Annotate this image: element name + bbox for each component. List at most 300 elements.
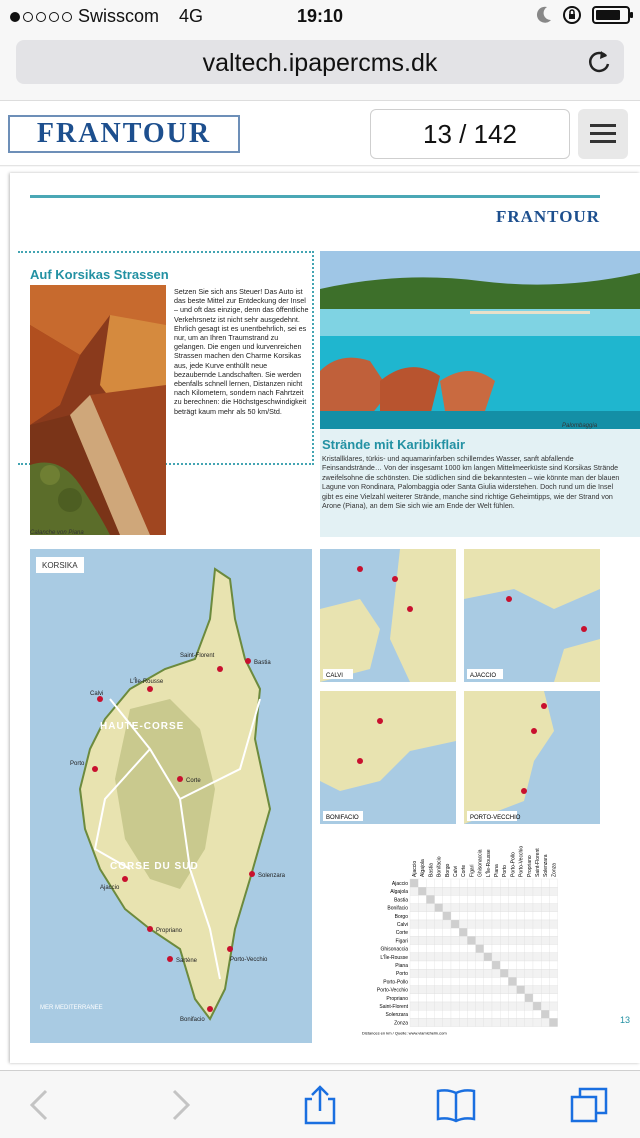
table-cell: [525, 986, 533, 994]
table-col-label: Propriano: [526, 855, 533, 877]
beach-title: Strände mit Karibikflair: [322, 437, 466, 452]
table-cell: [525, 1002, 533, 1010]
table-cell: [443, 920, 451, 928]
tabs-icon[interactable]: [568, 1083, 612, 1127]
table-cell: [410, 895, 418, 903]
table-cell: [492, 936, 500, 944]
table-cell: [418, 945, 426, 953]
table-cell: [533, 945, 541, 953]
table-cell: [467, 912, 475, 920]
table-row-label: Porto-Pollo: [383, 979, 408, 986]
table-cell: [467, 994, 475, 1002]
table-cell: [492, 920, 500, 928]
table-cell: [459, 969, 467, 977]
table-cell: [492, 928, 500, 936]
table-cell: [492, 953, 500, 961]
table-col-label: Ghisonaccia: [477, 849, 484, 877]
table-cell: [467, 1010, 475, 1018]
table-cell: [410, 904, 418, 912]
table-cell: [426, 920, 434, 928]
table-cell: [476, 1002, 484, 1010]
table-cell: [476, 986, 484, 994]
table-cell: [525, 969, 533, 977]
table-cell: [541, 994, 549, 1002]
table-cell: [451, 1018, 459, 1026]
table-cell: [418, 1002, 426, 1010]
table-col-label: Porto-Pollo: [510, 852, 517, 877]
table-cell: [533, 1018, 541, 1026]
table-cell: [525, 994, 533, 1002]
table-cell: [500, 904, 508, 912]
table-col-label: Corte: [461, 864, 468, 877]
table-cell: [467, 1002, 475, 1010]
table-cell: [459, 1002, 467, 1010]
table-cell: [418, 977, 426, 985]
table-cell: [533, 961, 541, 969]
table-cell: [418, 969, 426, 977]
table-row-label: Figari: [395, 938, 408, 945]
inset-label: CALVI: [326, 673, 343, 679]
table-cell: [467, 887, 475, 895]
table-cell: [541, 887, 549, 895]
city-label: Bastia: [254, 660, 271, 666]
table-cell: [443, 879, 451, 887]
table-cell: [492, 879, 500, 887]
table-cell: [467, 879, 475, 887]
table-cell: [500, 887, 508, 895]
table-cell: [443, 895, 451, 903]
table-cell: [459, 977, 467, 985]
table-cell: [492, 895, 500, 903]
table-cell: [467, 920, 475, 928]
table-cell: [541, 920, 549, 928]
table-cell: [418, 936, 426, 944]
city-label: Propriano: [156, 928, 183, 934]
table-cell: [500, 969, 508, 977]
city-label: Calvi: [90, 691, 104, 697]
table-cell: [541, 977, 549, 985]
table-cell: [517, 912, 525, 920]
table-row-label: L'Île-Rousse: [380, 954, 408, 961]
table-cell: [476, 887, 484, 895]
table-cell: [541, 912, 549, 920]
table-cell: [451, 928, 459, 936]
table-col-label: Bastia: [428, 863, 435, 877]
logo-text: FRANTOUR: [36, 118, 212, 149]
table-cell: [476, 953, 484, 961]
table-cell: [459, 904, 467, 912]
table-cell: [525, 879, 533, 887]
table-cell: [517, 928, 525, 936]
reload-icon[interactable]: [586, 48, 612, 76]
city-label: Porto: [70, 761, 85, 767]
table-cell: [500, 920, 508, 928]
table-cell: [508, 1002, 516, 1010]
table-cell: [500, 912, 508, 920]
table-cell: [484, 945, 492, 953]
table-cell: [492, 1018, 500, 1026]
table-row-label: Zonza: [394, 1020, 408, 1027]
table-col-label: Solenzara: [543, 854, 550, 877]
table-cell: [418, 920, 426, 928]
battery-icon: [592, 6, 630, 24]
table-cell: [459, 887, 467, 895]
table-cell: [426, 986, 434, 994]
table-cell: [517, 945, 525, 953]
city-label: Bonifacio: [180, 1017, 205, 1023]
table-cell: [467, 904, 475, 912]
table-cell: [508, 1018, 516, 1026]
table-cell: [517, 953, 525, 961]
table-cell: [525, 977, 533, 985]
table-cell: [426, 945, 434, 953]
table-cell: [549, 994, 557, 1002]
table-cell: [508, 895, 516, 903]
table-cell: [508, 928, 516, 936]
menu-button[interactable]: [578, 109, 628, 159]
frantour-logo[interactable]: [8, 115, 240, 153]
table-cell: [459, 986, 467, 994]
table-cell: [517, 887, 525, 895]
table-cell: [517, 895, 525, 903]
table-cell: [467, 895, 475, 903]
table-cell: [426, 961, 434, 969]
table-cell: [549, 1010, 557, 1018]
status-bar: [0, 0, 640, 32]
beach-text-box: [320, 429, 640, 537]
table-cell: [451, 920, 459, 928]
table-cell: [533, 928, 541, 936]
table-cell: [435, 994, 443, 1002]
table-cell: [533, 1010, 541, 1018]
table-cell: [500, 953, 508, 961]
table-cell: [443, 936, 451, 944]
table-cell: [541, 961, 549, 969]
back-icon[interactable]: [18, 1083, 62, 1127]
table-cell: [467, 986, 475, 994]
forward-icon[interactable]: [158, 1083, 202, 1127]
table-cell: [500, 936, 508, 944]
table-cell: [435, 969, 443, 977]
table-cell: [426, 1018, 434, 1026]
table-cell: [492, 969, 500, 977]
city-label: Saint-Florent: [180, 653, 215, 659]
table-cell: [418, 953, 426, 961]
table-cell: [533, 920, 541, 928]
table-cell: [426, 994, 434, 1002]
table-cell: [459, 1010, 467, 1018]
table-cell: [476, 895, 484, 903]
table-cell: [443, 994, 451, 1002]
table-cell: [426, 928, 434, 936]
table-cell: [467, 1018, 475, 1026]
table-cell: [492, 1002, 500, 1010]
table-cell: [492, 945, 500, 953]
address-bar[interactable]: [16, 40, 624, 84]
table-cell: [541, 904, 549, 912]
table-cell: [492, 887, 500, 895]
region-south-label: CORSE DU SUD: [110, 861, 199, 872]
table-col-label: Saint-Florent: [535, 848, 541, 877]
inset-map-bonifacio: [320, 691, 456, 824]
browser-toolbar: [0, 1070, 640, 1138]
table-cell: [533, 986, 541, 994]
table-cell: [508, 904, 516, 912]
page-logo: FRANTOUR: [495, 207, 600, 226]
table-cell: [484, 936, 492, 944]
table-cell: [500, 879, 508, 887]
table-cell: [484, 994, 492, 1002]
table-cell: [443, 961, 451, 969]
table-cell: [459, 994, 467, 1002]
bookmarks-icon[interactable]: [434, 1083, 478, 1127]
table-cell: [525, 904, 533, 912]
table-cell: [443, 986, 451, 994]
table-cell: [525, 928, 533, 936]
table-cell: [492, 961, 500, 969]
article-title: Auf Korsikas Strassen: [30, 267, 169, 282]
hamburger-icon: [590, 124, 616, 127]
city-label: Corte: [186, 778, 201, 784]
table-cell: [426, 887, 434, 895]
table-col-label: Borgo: [444, 863, 451, 877]
table-cell: [508, 961, 516, 969]
table-cell: [484, 977, 492, 985]
table-cell: [476, 936, 484, 944]
table-cell: [451, 887, 459, 895]
table-row-label: Bastia: [394, 897, 408, 904]
table-cell: [517, 986, 525, 994]
table-cell: [484, 969, 492, 977]
table-cell: [467, 945, 475, 953]
table-cell: [484, 895, 492, 903]
table-cell: [492, 912, 500, 920]
table-cell: [426, 879, 434, 887]
table-cell: [533, 953, 541, 961]
url-text[interactable]: valtech.ipapercms.dk: [202, 49, 438, 77]
sea-label: MER MEDITERRANEE: [40, 1005, 103, 1011]
table-cell: [426, 912, 434, 920]
table-cell: [451, 1002, 459, 1010]
carrier-name: Swisscom: [78, 6, 160, 26]
table-cell: [467, 936, 475, 944]
table-cell: [484, 953, 492, 961]
table-cell: [451, 912, 459, 920]
table-cell: [549, 928, 557, 936]
table-cell: [426, 969, 434, 977]
table-cell: [443, 904, 451, 912]
magazine-page[interactable]: [10, 173, 640, 1063]
table-cell: [508, 912, 516, 920]
inset-map-calvi: [320, 549, 456, 682]
table-cell: [476, 928, 484, 936]
table-cell: [549, 920, 557, 928]
table-cell: [549, 904, 557, 912]
table-cell: [549, 912, 557, 920]
table-cell: [549, 1018, 557, 1026]
table-cell: [525, 953, 533, 961]
table-cell: [410, 986, 418, 994]
table-cell: [426, 936, 434, 944]
table-cell: [549, 945, 557, 953]
table-cell: [484, 912, 492, 920]
table-cell: [533, 879, 541, 887]
table-cell: [525, 945, 533, 953]
photo-caption: Calanche von Piana: [30, 530, 84, 536]
table-cell: [508, 953, 516, 961]
table-cell: [426, 1010, 434, 1018]
table-cell: [549, 895, 557, 903]
table-col-label: Calvi: [453, 865, 459, 877]
table-cell: [492, 994, 500, 1002]
table-cell: [443, 969, 451, 977]
table-cell: [517, 1002, 525, 1010]
table-cell: [443, 887, 451, 895]
table-row-label: Solenzara: [385, 1012, 408, 1019]
orientation-lock-icon: [562, 5, 582, 25]
city-label: Ajaccio: [100, 885, 120, 891]
table-cell: [541, 969, 549, 977]
table-cell: [517, 961, 525, 969]
table-cell: [426, 904, 434, 912]
table-cell: [484, 986, 492, 994]
table-cell: [525, 1010, 533, 1018]
share-icon[interactable]: [298, 1083, 342, 1127]
table-cell: [500, 945, 508, 953]
table-cell: [459, 928, 467, 936]
table-col-label: Porto-Vecchio: [518, 845, 525, 877]
table-cell: [533, 969, 541, 977]
table-cell: [426, 1002, 434, 1010]
table-cell: [451, 961, 459, 969]
table-cell: [508, 879, 516, 887]
table-cell: [533, 904, 541, 912]
table-cell: [451, 945, 459, 953]
table-col-label: Figari: [469, 864, 476, 877]
table-cell: [443, 953, 451, 961]
beach-photo: [320, 251, 640, 429]
table-col-label: Algajola: [420, 859, 427, 877]
table-cell: [426, 977, 434, 985]
table-cell: [476, 977, 484, 985]
table-row-label: Bonifacio: [387, 905, 408, 912]
table-cell: [410, 961, 418, 969]
table-cell: [525, 1018, 533, 1026]
table-cell: [410, 912, 418, 920]
table-cell: [508, 969, 516, 977]
table-cell: [435, 953, 443, 961]
table-cell: [541, 895, 549, 903]
table-cell: [459, 895, 467, 903]
table-cell: [418, 912, 426, 920]
table-cell: [467, 953, 475, 961]
viewer-header: [0, 100, 640, 166]
table-cell: [517, 977, 525, 985]
table-cell: [492, 986, 500, 994]
table-cell: [459, 945, 467, 953]
table-cell: [451, 936, 459, 944]
table-cell: [500, 961, 508, 969]
table-cell: [451, 953, 459, 961]
table-cell: [435, 928, 443, 936]
page-indicator[interactable]: 13 / 142: [370, 109, 570, 159]
table-cell: [418, 879, 426, 887]
table-cell: [533, 895, 541, 903]
table-cell: [426, 895, 434, 903]
moon-icon: [536, 6, 552, 24]
table-cell: [508, 920, 516, 928]
table-cell: [410, 977, 418, 985]
table-cell: [500, 895, 508, 903]
table-cell: [484, 961, 492, 969]
table-cell: [500, 986, 508, 994]
table-cell: [517, 969, 525, 977]
table-cell: [500, 1018, 508, 1026]
table-col-label: Bonifacio: [436, 856, 443, 877]
distance-table: [358, 839, 568, 1049]
table-cell: [435, 936, 443, 944]
table-cell: [418, 1018, 426, 1026]
table-cell: [476, 969, 484, 977]
table-cell: [549, 887, 557, 895]
table-cell: [492, 1010, 500, 1018]
beach-body: Kristallklares, türkis- und aquamarinfarben schillerndes Wasser, sanft abfallende Feinsandstrände… Von der insgesamt 1000 km langen Mittelmeerküste sind Korsikas Strände zweifelsohne die schönsten. Die südlichen sind die bekanntesten – wie könnte man der blauen Lagune von Rondinara, Palombaggia oder Santa Giulia widerstehen. Doch rund um die Insel gibt es eine Vielzahl weiterer Strände, manche sind richtige Geheimtipps, wie der Strand von Arone (Piana), an dem Sie sich wie am Ende der Welt fühlen.: [322, 455, 620, 511]
table-cell: [459, 920, 467, 928]
canyon-road-photo: [30, 285, 166, 535]
city-label: Sartène: [176, 958, 198, 964]
table-cell: [525, 887, 533, 895]
magazine-viewport[interactable]: [0, 167, 640, 1070]
table-cell: [410, 994, 418, 1002]
table-cell: [525, 936, 533, 944]
table-cell: [443, 1002, 451, 1010]
inset-label: PORTO-VECCHIO: [470, 815, 521, 821]
table-footer: Distances en km / Quelle: www.viamichelin.com: [362, 1030, 447, 1036]
inset-map-porto-vecchio: [464, 691, 600, 824]
table-cell: [459, 961, 467, 969]
table-cell: [549, 977, 557, 985]
page-number: 13: [619, 1015, 630, 1025]
table-cell: [517, 1010, 525, 1018]
table-cell: [451, 904, 459, 912]
table-cell: [500, 977, 508, 985]
table-cell: [476, 879, 484, 887]
table-cell: [459, 1018, 467, 1026]
table-cell: [476, 920, 484, 928]
table-col-label: Zonza: [551, 863, 558, 877]
table-cell: [418, 986, 426, 994]
table-col-label: Piana: [494, 864, 500, 877]
table-cell: [525, 895, 533, 903]
table-cell: [525, 961, 533, 969]
table-cell: [435, 920, 443, 928]
table-cell: [517, 936, 525, 944]
table-cell: [541, 879, 549, 887]
table-cell: [443, 945, 451, 953]
network-type: 4G: [179, 6, 204, 26]
table-row-label: Borgo: [394, 913, 408, 920]
table-cell: [484, 887, 492, 895]
table-cell: [443, 1018, 451, 1026]
table-row-label: Ajaccio: [391, 881, 408, 887]
table-cell: [541, 928, 549, 936]
table-cell: [476, 1010, 484, 1018]
beach-caption: Palombaggia: [562, 423, 598, 429]
table-cell: [443, 928, 451, 936]
table-cell: [410, 945, 418, 953]
table-cell: [484, 1010, 492, 1018]
table-cell: [541, 1018, 549, 1026]
